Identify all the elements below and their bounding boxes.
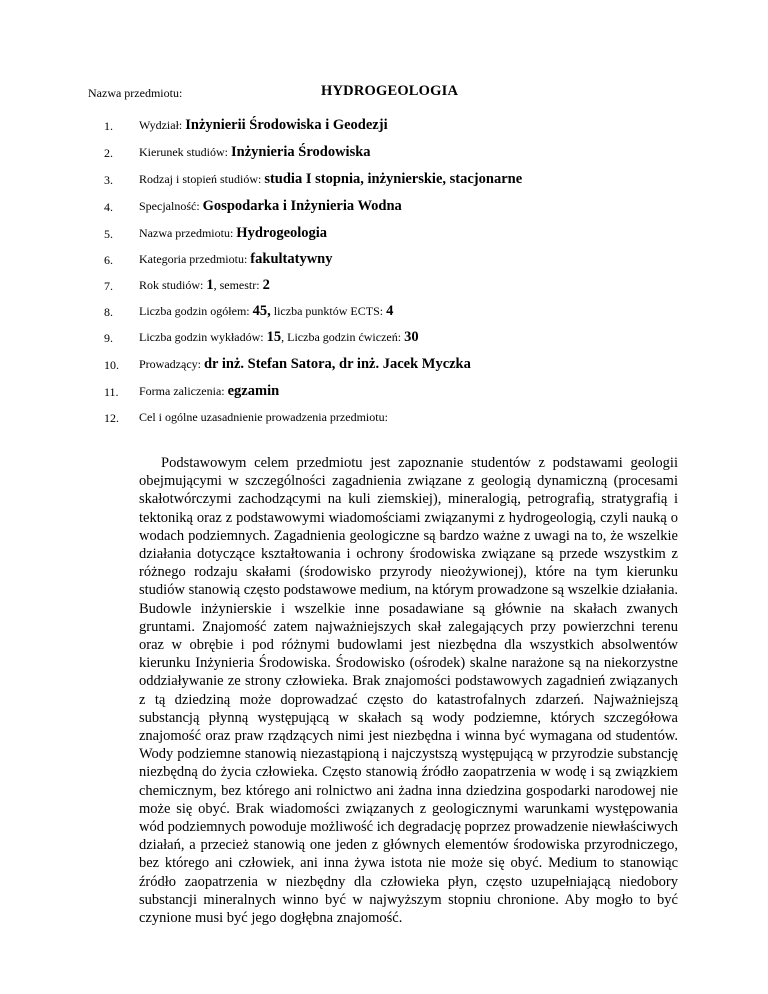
field-label: Cel i ogólne uzasadnienie prowadzenia przedmiotu: [139, 410, 388, 424]
field-value: 45, [252, 303, 271, 319]
field-label: Rok studiów: [139, 278, 207, 292]
list-item-text [139, 224, 327, 242]
field-label: liczba punktów ECTS: [270, 304, 387, 318]
list-item-number: 2. [104, 146, 113, 160]
list-item-number: 11. [104, 385, 119, 399]
list-item-text [139, 197, 402, 215]
field-value: 15 [266, 329, 282, 345]
field-value: Gospodarka i Inżynieria Wodna [202, 198, 402, 214]
field-value: 30 [404, 329, 419, 345]
list-item-number: 7. [104, 279, 113, 293]
field-value: Inżynierii Środowiska i Geodezji [185, 117, 388, 133]
field-value: egzamin [227, 383, 280, 399]
field-label: Specjalność: [139, 199, 203, 213]
list-item-text [139, 143, 371, 161]
list-item-number: 8. [104, 305, 113, 319]
list-item-number: 12. [104, 411, 119, 425]
field-label: Liczba godzin wykładów: [139, 330, 267, 344]
field-label: Forma zaliczenia: [139, 384, 228, 398]
list-item-number: 1. [104, 119, 113, 133]
list-item-text [139, 382, 279, 400]
course-description-paragraph: Podstawowym celem przedmiotu jest zapoznanie studentów z podstawami geologii obejmującymi w szczególności zagadnienia związane z geologią dynamiczną (procesami skałotwórczymi zachodzącymi na kuli ziemskiej), mineralogią, petrografią, stratygrafią i tektoniką oraz z podstawowymi wiadomościami związanymi z hydrogeologią, czyli nauką o wodach podziemnych. Zagadnienia geologiczne są bardzo ważne z uwagi na to, że wszelkie działania dotyczące kształtowania i ochrony środowiska związane są przede wszystkim z różnego rodzaju skałami (środowisko przyrody nieożywionej), które na tym kierunku studiów stanowią często podstawowe medium, na którym prowadzone są wszelkie działania. Budowle inżynierskie i wszelkie inne posadawiane są głównie na skałach zwanych gruntami. Znajomość zatem najważniejszych skał zalegających przy powierzchni terenu oraz w obrębie i pod różnymi budowlami jest niezbędna dla wszystkich absolwentów kierunku Inżynieria Środowiska. Środowisko (ośrodek) skalne narażone są na niekorzystne oddziaływanie ze strony człowieka. Brak znajomości podstawowych zagadnień związanych z tą dziedziną może doprowadzać często do katastrofalnych zdarzeń. Najważniejszą substancją płynną występującą w skałach są wody podziemne, których szczegółowa znajomość oraz praw rządzących nimi jest niezbędna i winna być wymagana od studentów. Wody podziemne stanowią niezastąpioną i najczystszą występującą w przyrodzie substancję niezbędną do życia człowieka. Często stanowią źródło zaopatrzenia w wodę i są związkiem chemicznym, bez którego ani rolnictwo ani żadna inna dziedzina gospodarki narodowej nie może się obyć. Brak wiadomości związanych z geologicznymi warunkami występowania wód podziemnych powoduje możliwość ich degradację poprzez prowadzenie niewłaściwych działań, a przecież stanowią one jeden z głównych elementów środowiska przyrodniczego, bez którego ani człowiek, ani inna żywa istota nie może się obyć. Medium to stanowiąc źródło zaopatrzenia w niezbędny dla człowieka płyn, często uzupełniającą niedobory substancji mineralnych winno być w najwyższym stopniu chronione. Aby mogło to być czynione musi być jego dogłębna znajomość. [139, 455, 678, 927]
field-label: Liczba godzin ogółem: [139, 304, 253, 318]
list-item-number: 3. [104, 173, 113, 187]
list-item-text [139, 302, 393, 320]
subject-name-label: Nazwa przedmiotu: [88, 86, 183, 100]
list-item-text [139, 276, 270, 294]
list-item-number: 5. [104, 227, 113, 241]
list-item-number: 4. [104, 200, 113, 214]
field-label: , semestr: [213, 278, 263, 292]
list-item-text [139, 328, 419, 346]
field-value: fakultatywny [250, 251, 333, 267]
field-label: Kategoria przedmiotu: [139, 252, 251, 266]
field-value: studia I stopnia, inżynierskie, stacjonarne [264, 171, 523, 187]
list-item-text [139, 408, 388, 426]
field-value: 1 [206, 277, 214, 293]
field-label: , Liczba godzin ćwiczeń: [281, 330, 405, 344]
field-label: Rodzaj i stopień studiów: [139, 172, 265, 186]
field-label: Prowadzący: [139, 357, 204, 371]
field-label: Kierunek studiów: [139, 145, 231, 159]
field-label: Nazwa przedmiotu: [139, 226, 237, 240]
field-label: Wydział: [139, 118, 186, 132]
field-value: 2 [262, 277, 270, 293]
page-title: HYDROGEOLOGIA [321, 83, 459, 99]
list-item-text [139, 116, 388, 134]
field-value: 4 [386, 303, 394, 319]
list-item-number: 9. [104, 331, 113, 345]
field-value: dr inż. Stefan Satora, dr inż. Jacek Myczka [203, 356, 471, 372]
list-item-text [139, 355, 471, 373]
list-item-text [139, 250, 332, 268]
field-value: Inżynieria Środowiska [231, 144, 371, 160]
list-item-number: 10. [104, 358, 119, 372]
list-item-number: 6. [104, 253, 113, 267]
list-item-text [139, 170, 522, 188]
field-value: Hydrogeologia [236, 225, 328, 241]
